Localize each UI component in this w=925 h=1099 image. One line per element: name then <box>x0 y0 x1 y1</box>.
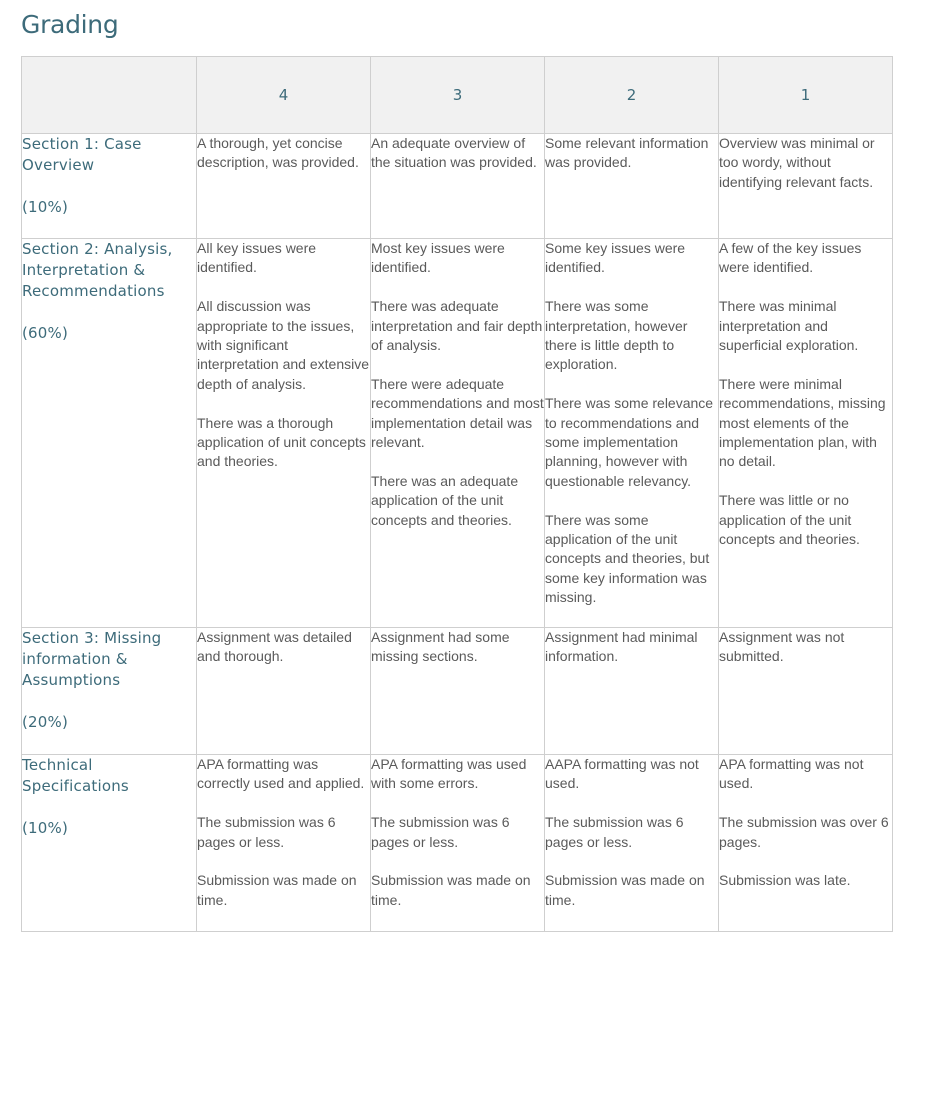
descriptor: The submission was 6 pages or less. <box>545 814 684 850</box>
descriptor: Most key issues were identified. <box>371 240 505 276</box>
descriptor: Submission was made on time. <box>545 872 705 908</box>
table-row <box>22 134 893 239</box>
header-row <box>22 57 893 134</box>
header-criterion <box>22 57 197 134</box>
descriptor: APA formatting was not used. <box>719 756 864 792</box>
descriptor: The submission was over 6 pages. <box>719 814 889 850</box>
criterion-name: Section 2: Analysis, Interpretation & Recommendations <box>22 240 173 300</box>
criterion-cell <box>22 755 197 932</box>
descriptor: Some key issues were identified. <box>545 240 686 276</box>
score-1-cell <box>719 239 893 628</box>
descriptor: Assignment was not submitted. <box>719 629 845 665</box>
header-score-1: 1 <box>719 57 893 134</box>
descriptor: Submission was made on time. <box>197 872 357 908</box>
criterion-weight: (20%) <box>22 713 69 731</box>
descriptor: Some relevant information was provided. <box>545 135 709 171</box>
header-score-4: 4 <box>197 57 371 134</box>
descriptor: There was some interpretation, however there is little depth to exploration. <box>545 298 688 373</box>
descriptor: There was some relevance to recommendations and some implementation planning, however with questionable relevancy. <box>545 395 714 489</box>
criterion-name: Section 1: Case Overview <box>22 135 142 174</box>
score-3-cell <box>371 239 545 628</box>
descriptor: There was a thorough application of unit concepts and theories. <box>197 414 366 470</box>
descriptor: Submission was late. <box>719 872 851 889</box>
descriptor: Assignment had some missing sections. <box>371 629 510 665</box>
descriptor: A thorough, yet concise description, was provided. <box>197 135 359 171</box>
criterion-cell <box>22 239 197 628</box>
descriptor: An adequate overview of the situation was provided. <box>371 135 537 171</box>
score-2-cell <box>545 239 719 628</box>
criterion-weight: (10%) <box>22 819 69 837</box>
descriptor: There was some application of the unit concepts and theories, but some key information was missing. <box>545 511 710 606</box>
descriptor: Assignment was detailed and thorough. <box>197 629 352 665</box>
table-row <box>22 755 893 932</box>
descriptor: Assignment had minimal information. <box>545 629 698 665</box>
score-3-cell <box>371 755 545 932</box>
score-1-cell <box>719 755 893 932</box>
header-score-2: 2 <box>545 57 719 134</box>
score-2-cell <box>545 755 719 932</box>
descriptor: There was little or no application of the unit concepts and theories. <box>719 492 860 548</box>
descriptor: There was adequate interpretation and fair depth of analysis. <box>371 298 543 354</box>
score-2-cell <box>545 628 719 755</box>
criterion-name: Technical Specifications <box>22 756 129 795</box>
score-4-cell <box>197 134 371 239</box>
criterion-cell <box>22 134 197 239</box>
score-4-cell <box>197 239 371 628</box>
descriptor: Overview was minimal or too wordy, without identifying relevant facts. <box>719 135 875 190</box>
score-4-cell <box>197 628 371 755</box>
header-score-3: 3 <box>371 57 545 134</box>
table-row <box>22 628 893 755</box>
descriptor: APA formatting was used with some errors. <box>371 756 527 792</box>
descriptor: All key issues were identified. <box>197 240 317 276</box>
score-2-cell <box>545 134 719 239</box>
descriptor: There were adequate recommendations and most implementation detail was relevant. <box>371 375 544 451</box>
table-row <box>22 239 893 628</box>
criterion-name: Section 3: Missing information & Assumptions <box>22 629 162 689</box>
descriptor: AAPA formatting was not used. <box>545 756 699 792</box>
score-3-cell <box>371 134 545 239</box>
criterion-weight: (10%) <box>22 198 69 216</box>
page-title: Grading <box>21 10 119 39</box>
descriptor: Submission was made on time. <box>371 872 531 908</box>
descriptor: There was minimal interpretation and superficial exploration. <box>719 298 859 354</box>
descriptor: A few of the key issues were identified. <box>719 240 862 276</box>
descriptor: All discussion was appropriate to the issues, with significant interpretation and extensive depth of analysis. <box>197 298 369 392</box>
criterion-weight: (60%) <box>22 324 69 342</box>
score-3-cell <box>371 628 545 755</box>
descriptor: The submission was 6 pages or less. <box>371 814 510 850</box>
score-1-cell <box>719 134 893 239</box>
score-1-cell <box>719 628 893 755</box>
descriptor: There was an adequate application of the unit concepts and theories. <box>371 472 519 528</box>
descriptor: APA formatting was correctly used and applied. <box>197 756 365 792</box>
score-4-cell <box>197 755 371 932</box>
descriptor: The submission was 6 pages or less. <box>197 814 336 850</box>
criterion-cell <box>22 628 197 755</box>
descriptor: There were minimal recommendations, missing most elements of the implementation plan, with no detail. <box>719 375 886 470</box>
grading-rubric-table <box>21 56 893 932</box>
